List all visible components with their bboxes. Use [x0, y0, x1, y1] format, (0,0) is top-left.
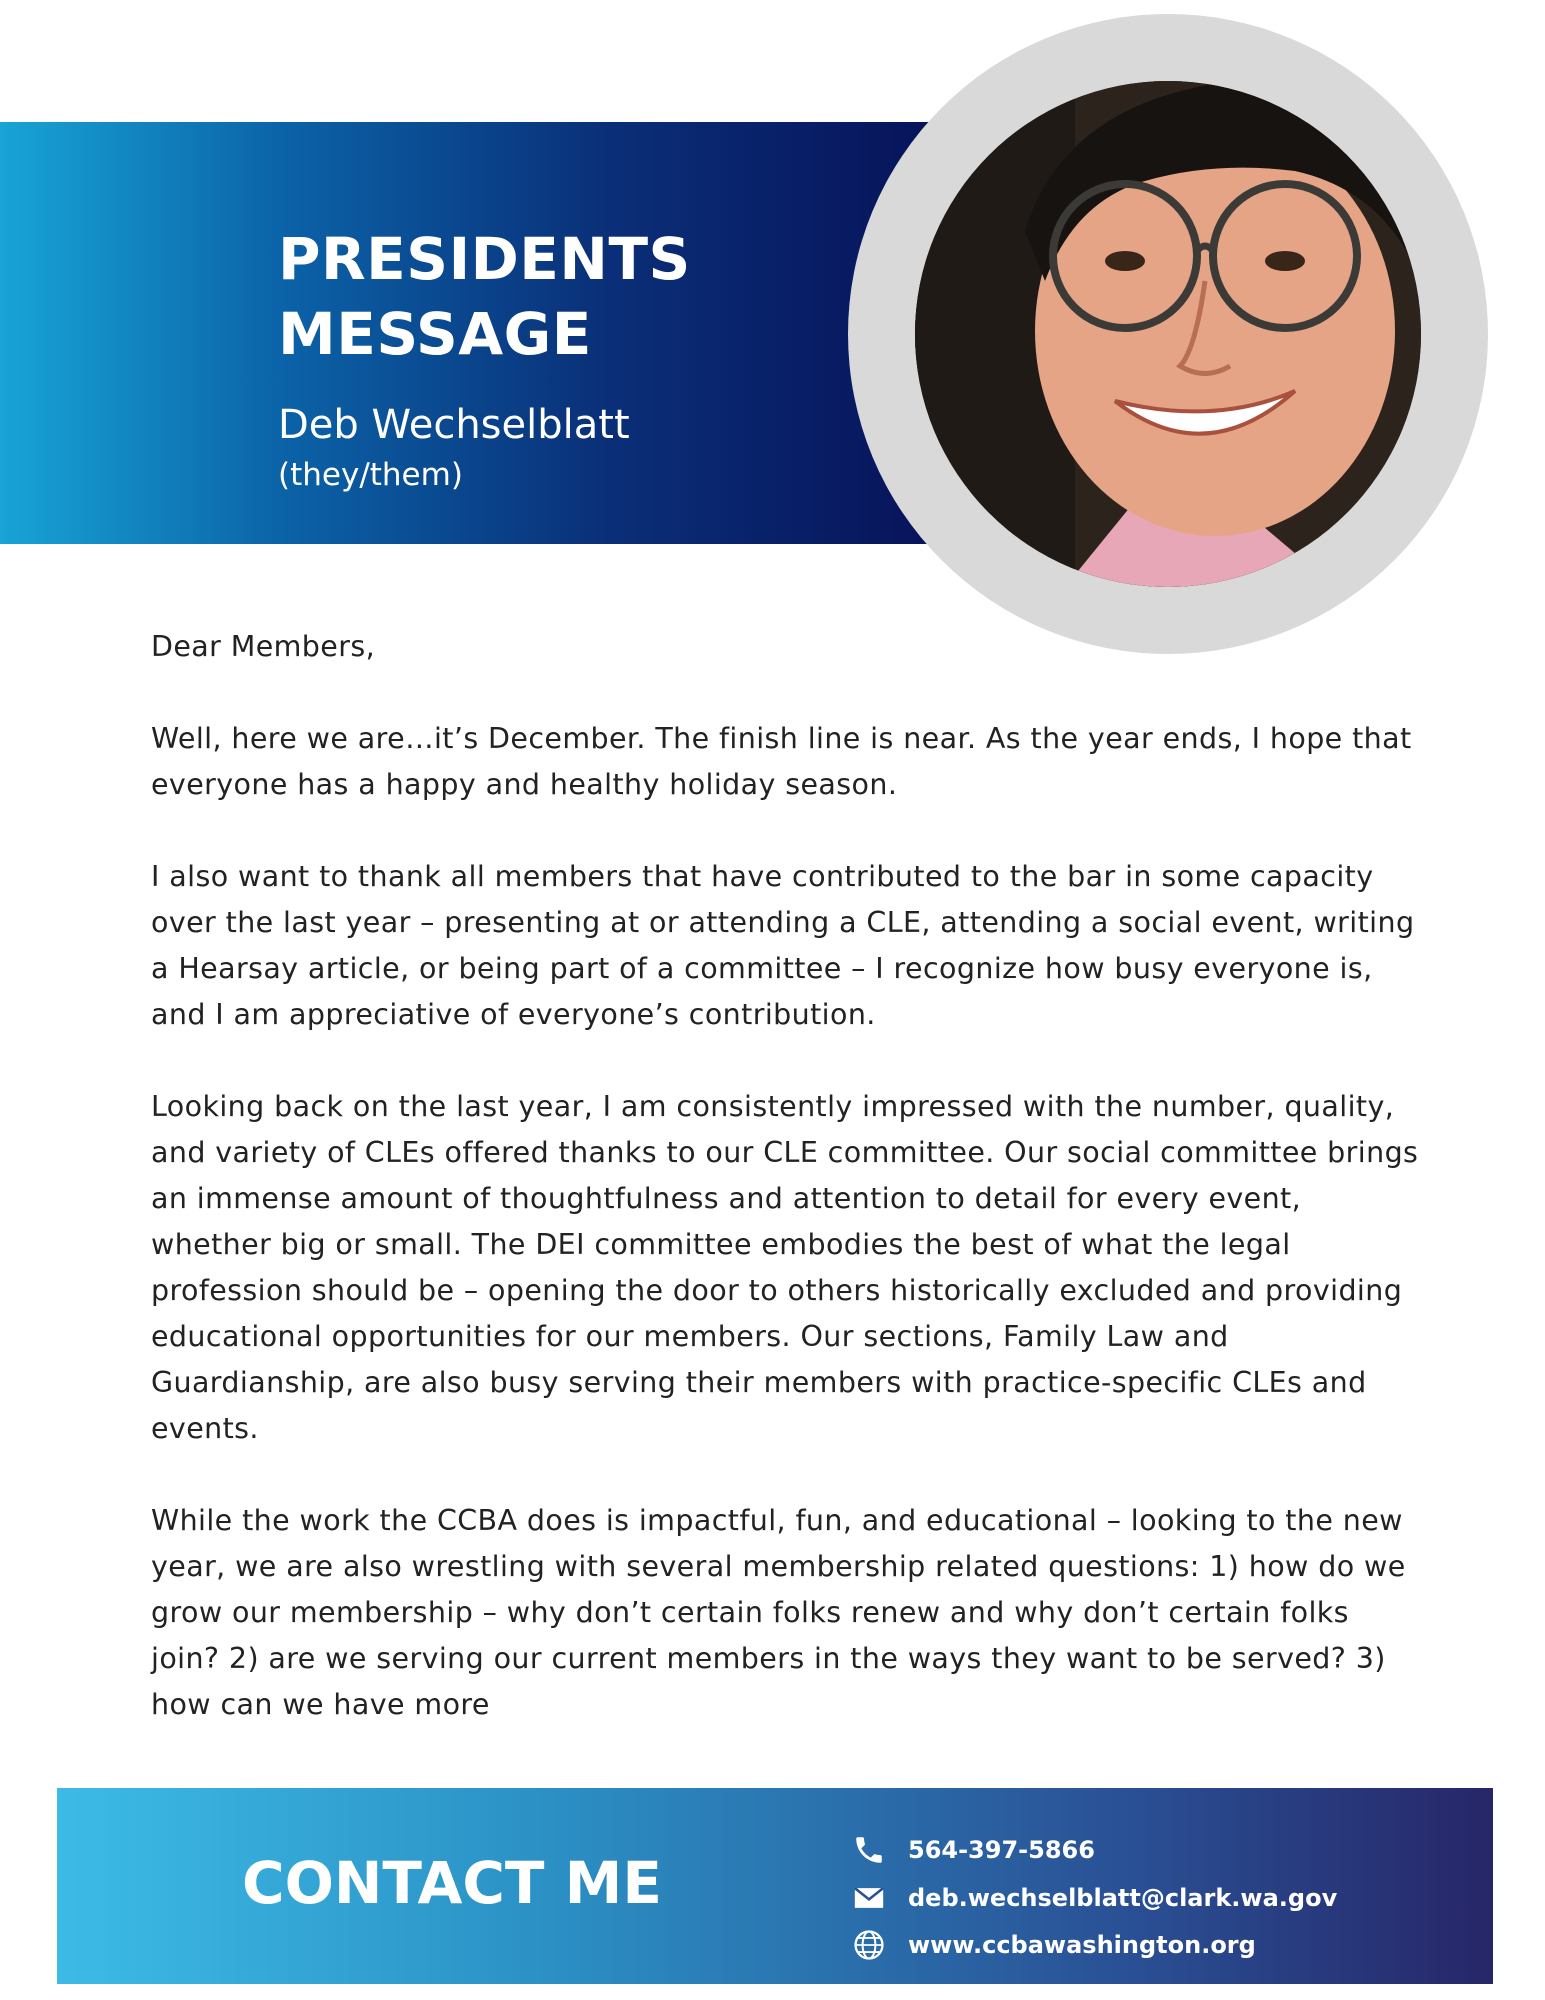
website-url: www.ccbawashington.org	[908, 1931, 1256, 1959]
globe-icon	[852, 1928, 886, 1962]
letter-paragraph-4: While the work the CCBA does is impactful, fun, and educational – looking to the new year, we are also wrestling with several membership related questions: 1) how do we grow our membership – why don’t certain folks renew and why don’t certain folks join? 2) are we serving our current members in the ways they want to be served? 3) how can we have more	[151, 1504, 1406, 1721]
letter-paragraph-2: I also want to thank all members that have contributed to the bar in some capacity over the last year – presenting at or attending a CLE, attending a social event, writing a Hearsay article, or being part of a committee – I recognize how busy everyone is, and I am appreciative of everyone’s contribution.	[151, 860, 1415, 1031]
author-pronouns: (they/them)	[278, 457, 463, 493]
author-name: Deb Wechselblatt	[278, 402, 630, 448]
portrait-illustration	[915, 81, 1421, 587]
email-icon	[852, 1881, 886, 1915]
page-title-line2: MESSAGE	[278, 300, 592, 368]
letter-paragraph-1: Well, here we are…it’s December. The finish line is near. As the year ends, I hope that everyone has a happy and healthy holiday season.	[151, 722, 1412, 801]
contact-website[interactable]	[852, 1925, 1256, 1965]
contact-title: CONTACT ME	[242, 1849, 663, 1917]
phone-icon	[852, 1833, 886, 1867]
letter-paragraph-3: Looking back on the last year, I am consistently impressed with the number, quality, and variety of CLEs offered thanks to our CLE committee. Our social committee brings an immense amount of thoughtfulness and attention to detail for every event, whether big or small. The DEI committee embodies the best of what the legal profession should be – opening the door to others historically excluded and providing educational opportunities for our members. Our sections, Family Law and Guardianship, are also busy serving their members with practice-specific CLEs and events.	[151, 1090, 1419, 1445]
page-title	[278, 222, 878, 372]
contact-bar	[57, 1788, 1493, 1984]
page-title-line1: PRESIDENTS	[278, 225, 691, 293]
portrait-photo	[915, 81, 1421, 587]
phone-number: 564-397-5866	[908, 1836, 1095, 1864]
letter-body	[151, 624, 1421, 1774]
email-address: deb.wechselblatt@clark.wa.gov	[908, 1884, 1338, 1912]
contact-email[interactable]	[852, 1878, 1337, 1918]
letter-salutation: Dear Members,	[151, 630, 376, 663]
contact-phone[interactable]	[852, 1830, 1095, 1870]
